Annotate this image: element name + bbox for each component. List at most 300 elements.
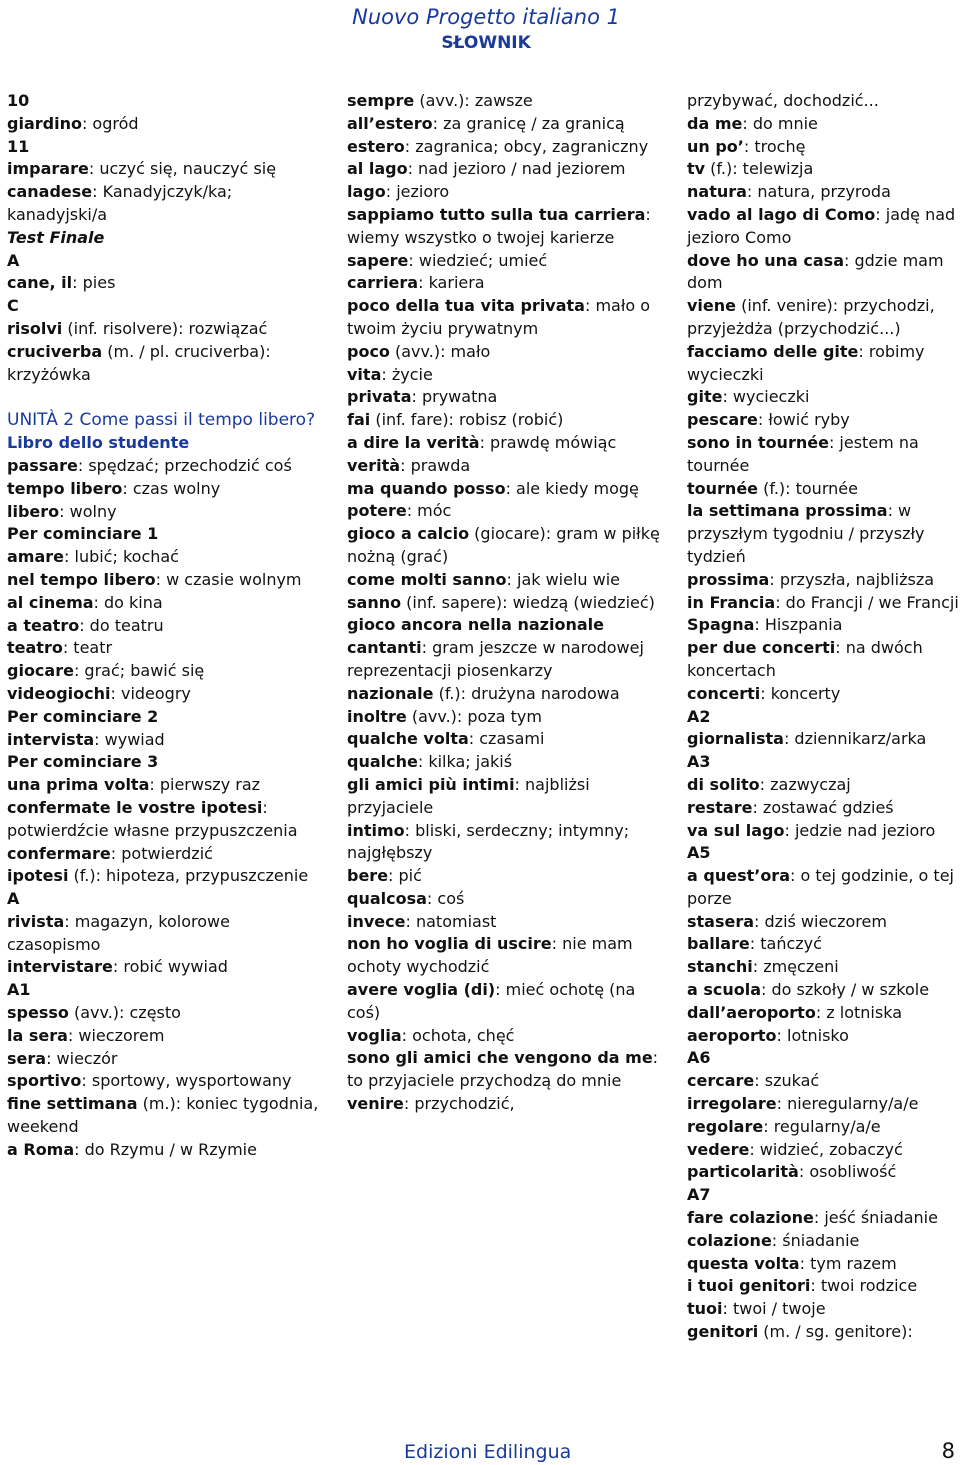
entry-term: all’estero (347, 113, 433, 133)
entry-translation: : to przyjaciele przychodzą do mnie (347, 1048, 659, 1091)
entry-term: tournée (687, 478, 759, 498)
entry-term: fai (347, 410, 371, 430)
entry-term: sera (7, 1048, 47, 1068)
column-2 (347, 90, 672, 1116)
column-1 (7, 90, 325, 1162)
glossary-entry (687, 1025, 959, 1048)
glossary-entry (687, 1093, 959, 1116)
entry-term: in Francia (687, 592, 776, 612)
glossary-entry (687, 592, 959, 615)
entry-term: tv (687, 159, 706, 179)
entry-translation: : dziennikarz/arka (783, 729, 927, 749)
glossary-entry (7, 865, 325, 888)
glossary-entry (7, 1048, 325, 1071)
entry-term: lago (347, 182, 386, 202)
glossary-entry (7, 569, 325, 592)
entry-translation: (f.): hipoteza, przypuszczenie (68, 866, 309, 886)
entry-translation: : jestem na tournée (687, 432, 919, 475)
glossary-entry (687, 158, 959, 181)
glossary-entry (687, 1230, 959, 1253)
glossary-entry (687, 933, 959, 956)
glossary-entry (347, 386, 672, 409)
entry-term: giornalista (687, 729, 784, 749)
entry-translation: : wiedzieć; umieć (408, 250, 548, 270)
entry-translation: : grać; bawić się (73, 661, 205, 681)
glossary-entry (347, 250, 672, 273)
entry-translation: : w przyszłym tygodniu / przyszły tydzień (687, 501, 925, 566)
entry-translation: przybywać, dochodzić... (687, 91, 879, 110)
glossary-entry (7, 546, 325, 569)
entry-term: natura (687, 182, 747, 202)
exercise-heading: A7 (687, 1185, 711, 1205)
entry-translation: : najbliżsi przyjaciele (347, 774, 590, 817)
entry-term: amare (7, 547, 65, 567)
entry-translation: (inf. risolvere): rozwiązać (62, 318, 268, 338)
entry-term: sapere (347, 250, 409, 270)
entry-term: vedere (687, 1139, 750, 1159)
glossary-entry (7, 615, 325, 638)
entry-term: privata (347, 387, 412, 407)
entry-term: restare (687, 797, 753, 817)
entry-term: al cinema (7, 592, 94, 612)
entry-translation: : życie (381, 364, 433, 384)
entry-term: colazione (687, 1230, 772, 1250)
entry-term: qualche (347, 752, 418, 772)
section-title: SŁOWNIK (441, 33, 531, 53)
entry-translation: : do kina (93, 592, 163, 612)
glossary-entry (7, 158, 325, 181)
entry-term: i tuoi genitori (687, 1276, 811, 1296)
entry-term: a dire la verità (347, 432, 480, 452)
entry-translation: : trochę (743, 136, 806, 156)
entry-term: potere (347, 501, 407, 521)
glossary-entry (347, 933, 672, 979)
entry-term: la settimana prossima (687, 501, 888, 521)
glossary-entry (687, 774, 959, 797)
entry-term: regolare (687, 1116, 764, 1136)
glossary-entry (7, 1093, 325, 1139)
entry-translation: : do teatru (79, 615, 164, 635)
entry-term: invece (347, 911, 406, 931)
entry-translation: : zagranica; obcy, zagraniczny (404, 136, 649, 156)
glossary-entry (687, 1298, 959, 1321)
entry-term: aeroporto (687, 1025, 777, 1045)
entry-translation: : twoi rodzice (810, 1276, 918, 1296)
exercise-heading: A (7, 889, 20, 909)
glossary-entry (347, 181, 672, 204)
entry-translation: : ale kiedy mogę (505, 478, 639, 498)
glossary-entry (347, 1047, 672, 1093)
glossary-entry (7, 1002, 325, 1025)
entry-translation: : prawdę mówiąc (479, 432, 617, 452)
entry-term: ma quando posso (347, 478, 506, 498)
entry-translation: : Kanadyjczyk/ka; kanadyjski/a (7, 182, 233, 224)
glossary-entry (687, 1002, 959, 1025)
entry-translation: : robić wywiad (112, 957, 228, 977)
glossary-entry (347, 432, 672, 455)
entry-translation: (avv.): poza tym (406, 706, 542, 726)
entry-translation: : Hiszpania (754, 615, 843, 635)
entry-translation: : sportowy, wysportowany (81, 1071, 292, 1091)
glossary-entry (7, 501, 325, 524)
glossary-entry (347, 364, 672, 387)
entry-term: intimo (347, 820, 405, 840)
entry-term: rivista (7, 911, 65, 931)
entry-term: gioco ancora nella nazionale cantanti (347, 615, 604, 658)
entry-translation: : wywiad (94, 729, 165, 749)
entry-term: facciamo delle gite (687, 341, 859, 361)
glossary-entry (687, 956, 959, 979)
entry-translation: (f.): drużyna narodowa (433, 683, 620, 703)
entry-translation: : móc (406, 501, 452, 521)
entry-translation: : nieregularny/a/e (776, 1094, 919, 1114)
entry-term: a teatro (7, 615, 80, 635)
entry-translation: : gram jeszcze w narodowej reprezentacji piosenkarzy (347, 638, 644, 680)
entry-term: voglia (347, 1025, 402, 1045)
entry-term: a quest’ora (687, 866, 790, 886)
entry-term: estero (347, 136, 405, 156)
section-heading: Test Finale (7, 227, 105, 247)
entry-translation: (inf. fare): robisz (robić) (370, 410, 564, 430)
entry-term: pescare (687, 410, 758, 430)
glossary-entry (687, 979, 959, 1002)
publisher-footer: Edizioni Edilingua (404, 1441, 572, 1463)
entry-translation: : przychodzić, (403, 1094, 515, 1114)
glossary-entry (687, 911, 959, 934)
entry-translation: : wieczór (46, 1048, 118, 1068)
entry-term: non ho voglia di uscire (347, 934, 552, 954)
entry-translation: : teatr (62, 638, 113, 658)
entry-term: come molti sanno (347, 569, 507, 589)
exercise-heading: A3 (687, 752, 711, 772)
entry-term: gli amici più intimi (347, 774, 515, 794)
entry-translation: : czas wolny (122, 478, 221, 498)
entry-translation: : regularny/a/e (763, 1116, 881, 1136)
entry-term: vado al lago di Como (687, 204, 876, 224)
column-3 (687, 90, 959, 1344)
page-header (352, 4, 620, 56)
entry-translation: : robimy wycieczki (687, 341, 925, 384)
entry-term: dove ho una casa (687, 250, 844, 270)
entry-term: sono in tournée (687, 432, 829, 452)
entry-translation: : twoi / twoje (722, 1299, 826, 1319)
glossary-entry (347, 90, 672, 113)
glossary-entry (347, 751, 672, 774)
glossary-entry (347, 979, 672, 1025)
entry-translation: : do szkoły / w szkole (761, 980, 930, 1000)
exercise-heading: A6 (687, 1048, 711, 1068)
entry-term: avere voglia (di) (347, 980, 496, 1000)
entry-translation: : osobliwość (798, 1162, 897, 1182)
glossary-entry (347, 204, 672, 250)
entry-translation: : mieć ochotę (na coś) (347, 980, 636, 1022)
entry-translation: : gdzie mam dom (687, 250, 944, 293)
glossary-entry (687, 500, 959, 568)
glossary-entry (687, 432, 959, 478)
entry-term: per due concerti (687, 638, 836, 658)
glossary-entry (7, 683, 325, 706)
entry-translation: : potwierdzić (110, 843, 213, 863)
exercise-heading: A1 (7, 980, 31, 1000)
entry-translation: : prawda (400, 455, 471, 475)
glossary-entry (347, 272, 672, 295)
glossary-entry (687, 683, 959, 706)
entry-term: verità (347, 455, 401, 475)
entry-term: imparare (7, 159, 89, 179)
glossary-entry (687, 614, 959, 637)
entry-term: nel tempo libero (7, 569, 156, 589)
entry-translation: : o tej godzinie, o tej porze (687, 866, 954, 908)
entry-translation: : do mnie (742, 113, 818, 133)
entry-term: cercare (687, 1071, 755, 1091)
entry-term: confermate le vostre ipotesi (7, 797, 263, 817)
entry-term: bere (347, 866, 389, 886)
glossary-entry (347, 888, 672, 911)
exercise-heading: A2 (687, 706, 711, 726)
entry-term: risolvi (7, 318, 63, 338)
entry-term: fare colazione (687, 1208, 814, 1228)
glossary-entry (7, 592, 325, 615)
glossary-entry (347, 683, 672, 706)
entry-translation: : natura, przyroda (746, 182, 891, 202)
entry-term: questa volta (687, 1253, 800, 1273)
entry-term: concerti (687, 683, 761, 703)
glossary-entry (687, 820, 959, 843)
glossary-entry (347, 158, 672, 181)
entry-term: ipotesi (7, 866, 69, 886)
entry-term: tempo libero (7, 478, 123, 498)
entry-term: stanchi (687, 957, 753, 977)
entry-term: particolarità (687, 1162, 799, 1182)
glossary-entry (7, 113, 325, 136)
entry-translation: : zazwyczaj (759, 774, 851, 794)
entry-term: a scuola (687, 980, 762, 1000)
entry-term: intervistare (7, 957, 113, 977)
exercise-heading: A5 (687, 843, 711, 863)
entry-term: inoltre (347, 706, 407, 726)
entry-translation: : do Rzymu / w Rzymie (74, 1139, 257, 1159)
entry-term: Spagna (687, 615, 755, 635)
exercise-heading: Per cominciare 2 (7, 706, 159, 726)
entry-translation: : natomiast (405, 911, 497, 931)
glossary-entry (7, 478, 325, 501)
glossary-entry (687, 295, 959, 341)
glossary-entry (687, 1253, 959, 1276)
entry-translation: : tym razem (799, 1253, 897, 1273)
glossary-entry (347, 728, 672, 751)
glossary-entry (687, 1207, 959, 1230)
entry-term: spesso (7, 1003, 69, 1023)
glossary-entry (687, 386, 959, 409)
entry-translation: : bliski, serdeczny; intymny; najgłębszy (347, 820, 630, 863)
glossary-entry (687, 250, 959, 296)
entry-translation: : śniadanie (771, 1230, 860, 1250)
entry-term: genitori (687, 1322, 759, 1342)
glossary-entry (7, 637, 325, 660)
glossary-entry (347, 569, 672, 592)
entry-translation: : jak wielu wie (506, 569, 621, 589)
entry-translation: : spędzać; przechodzić coś (77, 455, 292, 475)
entry-term: sono gli amici che vengono da me (347, 1048, 653, 1068)
entry-translation: : tańczyć (749, 934, 822, 954)
glossary-entry (687, 204, 959, 250)
glossary-entry (347, 820, 672, 866)
entry-term: tuoi (687, 1299, 723, 1319)
entry-translation: : pić (388, 866, 422, 886)
entry-translation: (m. / sg. genitore): (758, 1322, 913, 1342)
entry-translation: : coś (426, 888, 465, 908)
entry-translation: : videogry (110, 683, 191, 703)
glossary-entry (347, 136, 672, 159)
entry-term: irregolare (687, 1094, 777, 1114)
entry-translation: : za granicę / za granicą (432, 113, 625, 133)
entry-translation: : jadę nad jezioro Como (687, 204, 956, 247)
glossary-entry (7, 318, 325, 341)
exercise-heading: Per cominciare 3 (7, 752, 159, 772)
glossary-entry (7, 774, 325, 797)
glossary-entry (347, 865, 672, 888)
entry-term: fine settimana (7, 1094, 138, 1114)
glossary-entry (347, 592, 672, 615)
book-title: Nuovo Progetto italiano 1 (352, 5, 620, 29)
glossary-entry (347, 523, 672, 569)
entry-translation: : w czasie wolnym (155, 569, 302, 589)
entry-translation: : wiemy wszystko o twojej karierze (347, 204, 651, 247)
glossary-entry (687, 1116, 959, 1139)
exercise-heading: A (7, 250, 20, 270)
entry-translation: : ogród (81, 113, 139, 133)
entry-term: giardino (7, 113, 82, 133)
glossary-entry (347, 774, 672, 820)
entry-term: canadese (7, 182, 93, 202)
entry-translation: : koncerty (760, 683, 841, 703)
glossary-entry (687, 478, 959, 501)
exercise-heading: 11 (7, 136, 30, 156)
entry-term: viene (687, 296, 737, 316)
entry-translation: : szukać (754, 1071, 820, 1091)
entry-term: intervista (7, 729, 95, 749)
entry-translation: : lotnisko (776, 1025, 849, 1045)
entry-term: prossima (687, 569, 770, 589)
glossary-entry (347, 614, 672, 682)
entry-translation: (avv.): często (68, 1003, 181, 1023)
glossary-entry (687, 1139, 959, 1162)
glossary-entry (687, 637, 959, 683)
glossary-entry (687, 1070, 959, 1093)
glossary-entry (7, 660, 325, 683)
entry-term: poco della tua vita privata (347, 296, 585, 316)
glossary-entry (7, 956, 325, 979)
entry-translation: : zostawać gdzieś (752, 797, 894, 817)
glossary-entry (7, 455, 325, 478)
entry-term: qualcosa (347, 888, 427, 908)
entry-translation: (f.): telewizja (705, 159, 814, 179)
exercise-heading: 10 (7, 91, 30, 110)
entry-term: la sera (7, 1025, 68, 1045)
entry-translation: : pierwszy raz (149, 775, 261, 795)
entry-translation: : magazyn, kolorowe czasopismo (7, 911, 230, 954)
entry-translation: : jezioro (385, 182, 450, 202)
entry-term: confermare (7, 843, 111, 863)
glossary-entry (687, 113, 959, 136)
entry-term: di solito (687, 774, 760, 794)
entry-translation: : potwierdźcie własne przypuszczenia (7, 797, 298, 840)
unit-heading: UNITÀ 2 Come passi il tempo libero? (7, 410, 316, 431)
glossary-entry (7, 797, 325, 843)
entry-translation: : dziś wieczorem (754, 911, 887, 931)
entry-translation: : do Francji / we Francji (775, 592, 959, 612)
page-number: 8 (941, 1439, 955, 1463)
glossary-entry (347, 455, 672, 478)
entry-term: una prima volta (7, 775, 150, 795)
glossary-entry (347, 478, 672, 501)
glossary-entry (687, 181, 959, 204)
entry-translation: (m.): koniec tygodnia, weekend (7, 1094, 319, 1137)
entry-term: nazionale (347, 683, 434, 703)
glossary-entry (347, 911, 672, 934)
glossary-entry (347, 295, 672, 341)
entry-term: videogiochi (7, 683, 111, 703)
entry-translation: : kilka; jakiś (417, 752, 513, 772)
entry-term: qualche volta (347, 729, 469, 749)
entry-translation: : mało o twoim życiu prywatnym (347, 296, 651, 338)
entry-translation: : prywatna (411, 387, 498, 407)
glossary-entry (687, 1161, 959, 1184)
glossary-entry (687, 728, 959, 751)
entry-term: giocare (7, 661, 74, 681)
entry-term: stasera (687, 911, 755, 931)
entry-translation: : na dwóch koncertach (687, 638, 923, 680)
entry-term: al lago (347, 159, 408, 179)
entry-translation: (avv.): zawsze (414, 91, 533, 110)
glossary-entry (7, 911, 325, 957)
entry-translation: : ochota, chęć (401, 1025, 515, 1045)
entry-term: a Roma (7, 1139, 75, 1159)
exercise-heading: Per cominciare 1 (7, 524, 159, 544)
entry-translation: : pies (72, 273, 116, 293)
entry-term: passare (7, 455, 78, 475)
glossary-entry (7, 341, 325, 387)
entry-translation: : nie mam ochoty wychodzić (347, 934, 633, 977)
glossary-entry (687, 797, 959, 820)
entry-translation: (giocare): gram w piłkę nożną (grać) (347, 524, 660, 566)
entry-translation: : z lotniska (815, 1002, 902, 1022)
glossary-entry (347, 1025, 672, 1048)
entry-term: dall’aeroporto (687, 1002, 816, 1022)
entry-term: da me (687, 113, 743, 133)
glossary-entry (687, 569, 959, 592)
entry-translation: : zmęczeni (752, 957, 839, 977)
entry-translation: (inf. venire): przychodzi, przyjeżdża (przychodzić...) (687, 296, 935, 338)
glossary-entry (347, 341, 672, 364)
entry-term: ballare (687, 934, 750, 954)
entry-translation: : jeść śniadanie (813, 1208, 938, 1228)
entry-translation: : uczyć się, nauczyć się (88, 159, 277, 179)
book-section-heading: Libro dello studente (7, 433, 190, 453)
entry-term: poco (347, 341, 390, 361)
entry-translation: : czasami (468, 729, 545, 749)
glossary-entry (687, 90, 959, 113)
entry-translation: : widzieć, zobaczyć (749, 1139, 903, 1159)
entry-term: sanno (347, 592, 402, 612)
glossary-entry (7, 729, 325, 752)
entry-term: un po’ (687, 136, 744, 156)
entry-translation: : kariera (418, 273, 485, 293)
glossary-entry (7, 272, 325, 295)
glossary-entry (347, 113, 672, 136)
glossary-entry (7, 843, 325, 866)
glossary-entry (7, 1070, 325, 1093)
